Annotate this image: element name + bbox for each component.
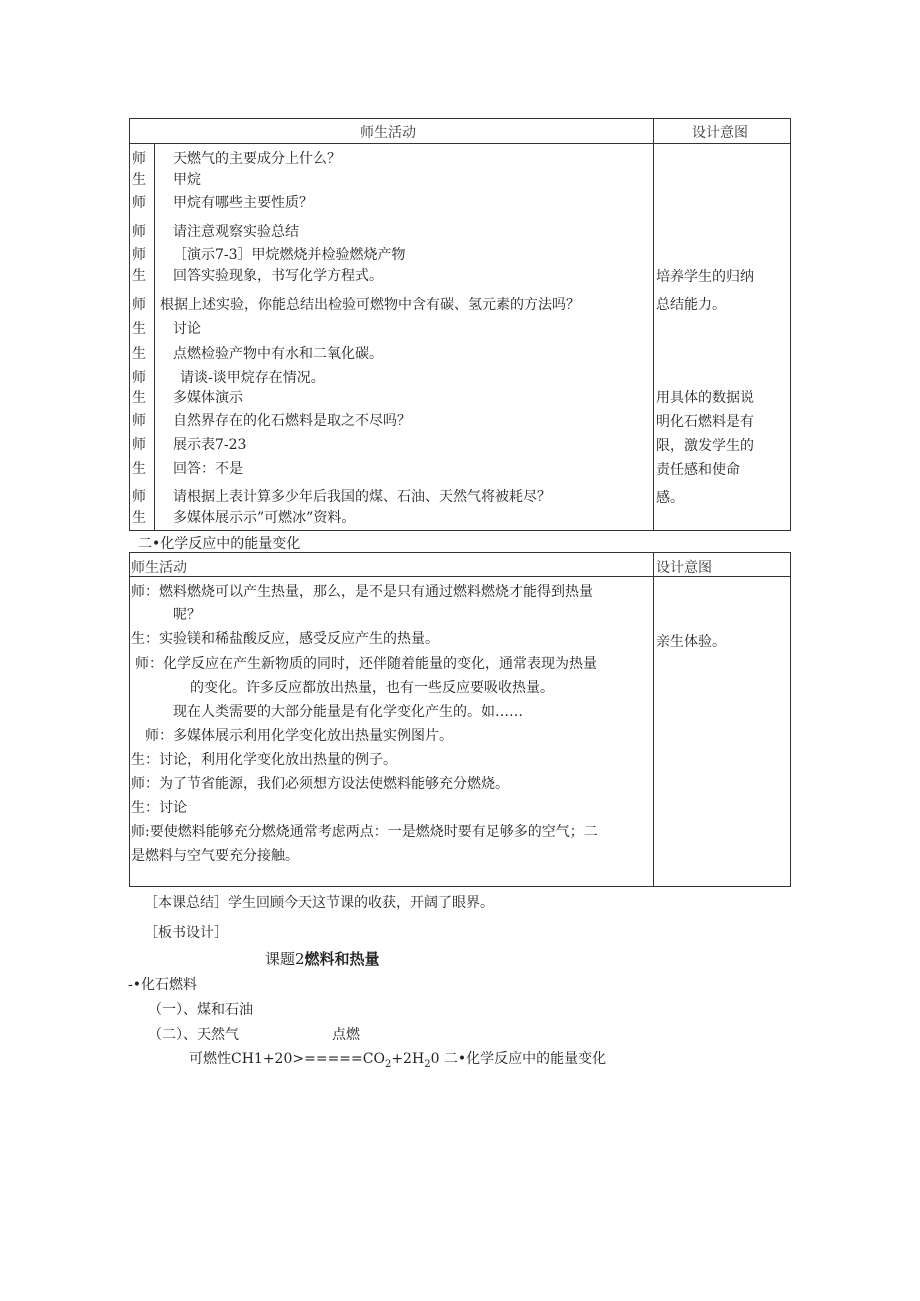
table-row-text: 甲烷有哪些主要性质？ (173, 195, 313, 211)
table-row-role: 师 (132, 489, 146, 505)
equation-part-b: +2H (391, 1051, 425, 1067)
table1-header-divider (129, 143, 791, 144)
board-sub-1: （一）、煤和石油 (148, 1002, 253, 1018)
list-item: 生：讨论 (131, 800, 187, 816)
section-title: 二•化学反应中的能量变化 (138, 536, 301, 552)
list-item: 师：燃料燃烧可以产生热量，那么，是不是只有通过燃料燃烧才能得到热量 (131, 584, 593, 600)
board-title-prefix: 课题2 (265, 950, 305, 968)
table-row-role: 生 (132, 346, 146, 362)
board-item-1: -•化石燃料 (128, 977, 197, 993)
table-row-role: 生 (132, 268, 146, 284)
table1-column-divider (653, 118, 654, 531)
list-item: 呢？ (173, 607, 201, 623)
table-row-role: 师 (132, 224, 146, 240)
list-item: 师:要使燃料能够充分燃烧通常考虑两点：一是燃烧时要有足够多的空气；二 (131, 824, 598, 840)
board-title-main: 燃料和热量 (304, 950, 380, 968)
table-row-text: ［演示7-3］甲烷燃烧并检验燃烧产物 (173, 247, 406, 263)
list-item: 师：化学反应在产生新物质的同时，还伴随着能量的变化，通常表现为热量 (135, 656, 597, 672)
board-title (265, 948, 380, 969)
list-item: 现在人类需要的大部分能量是有化学变化产生的。如…… (173, 704, 523, 720)
table2-header-intent: 设计意图 (656, 560, 712, 576)
table-row-role: 师 (132, 195, 146, 211)
table-row-role: 生 (132, 461, 146, 477)
table-row-text: 请谈-谈甲烷存在情况。 (180, 370, 325, 386)
board-label: ［板书设计］ (144, 925, 228, 941)
table-row-role: 生 (132, 510, 146, 526)
list-item: 的变化。许多反应都放出热量，也有一些反应要吸收热量。 (190, 680, 554, 696)
list-item: 是燃料与空气要充分接触。 (131, 848, 299, 864)
summary (144, 892, 494, 912)
table-row-role: 师 (132, 297, 146, 313)
table-row-text: 回答实验现象，书写化学方程式。 (173, 268, 383, 284)
summary-text: 学生回顾今天这节课的收获，开阔了眼界。 (228, 895, 494, 911)
intent-line: 感。 (656, 490, 684, 506)
table-row-text: 讨论 (173, 321, 201, 337)
table-row-text: 天燃气的主要成分上什么？ (173, 151, 341, 167)
table2-intent: 亲生体验。 (656, 634, 726, 650)
table-row-text: 请根据上表计算多少年后我国的煤、石油、天然气将被耗尽？ (173, 489, 551, 505)
intent-line: 总结能力。 (656, 297, 726, 313)
equation-subscript-1: 2 (384, 1058, 392, 1070)
equation-part-c: 0 二•化学反应中的能量变化 (430, 1051, 607, 1067)
table2-column-divider (653, 552, 654, 887)
table-row-role: 师 (132, 413, 146, 429)
table-row-role: 生 (132, 172, 146, 188)
equation-subscript-2: 2 (424, 1058, 431, 1070)
table-row-text: 回答：不是 (173, 461, 243, 477)
list-item: 师：为了节省能源，我们必须想方设法使燃料能够充分燃烧。 (131, 776, 509, 792)
list-item: 师：多媒体展示利用化学变化放出热量实例图片。 (145, 728, 453, 744)
list-item: 生：讨论，利用化学变化放出热量的例子。 (131, 752, 397, 768)
table-row-role: 师 (132, 151, 146, 167)
table-row-role: 师 (132, 437, 146, 453)
intent-line: 限，激发学生的 (656, 438, 754, 454)
table-row-role: 师 (132, 247, 146, 263)
table-row-role: 生 (132, 321, 146, 337)
table-row-text: 甲烷 (173, 172, 201, 188)
table-row-text: 根据上述实验，你能总结出检验可燃物中含有碳、氢元素的方法吗？ (160, 297, 580, 313)
table-row-text: 自然界存在的化石燃料是取之不尽吗？ (173, 413, 411, 429)
table-row-text: 点燃检验产物中有水和二氧化碳。 (173, 346, 383, 362)
intent-line: 责任感和使命 (656, 462, 740, 478)
list-item: 生：实验镁和稀盐酸反应，感受反应产生的热量。 (131, 631, 439, 647)
table-row-role: 师 (132, 370, 146, 386)
intent-line: 培养学生的归纳 (656, 269, 754, 285)
intent-line: 用具体的数据说 (656, 390, 754, 406)
table1-header-intent: 设计意图 (692, 125, 748, 141)
board-sub-2: （二）、天然气 (148, 1027, 239, 1043)
table2-header-activity: 师生活动 (131, 560, 187, 576)
board-equation (189, 1048, 606, 1070)
table1-header-activity: 师生活动 (360, 125, 416, 141)
table-row-text: 多媒体演示 (173, 390, 243, 406)
reaction-condition: 点燃 (332, 1027, 360, 1043)
table-row-text: 多媒体展示示”可燃冰”资料。 (173, 510, 356, 526)
summary-label: ［本课总结］ (144, 895, 228, 911)
table-row-text: 请注意观察实验总结 (173, 224, 299, 240)
table-row-role: 生 (132, 390, 146, 406)
equation-part-a: 可燃性CH1+20>=====CO (189, 1051, 385, 1067)
intent-line: 明化石燃料是有 (656, 414, 754, 430)
table-row-text: 展示表7-23 (173, 437, 247, 453)
table1-role-divider (154, 143, 155, 531)
